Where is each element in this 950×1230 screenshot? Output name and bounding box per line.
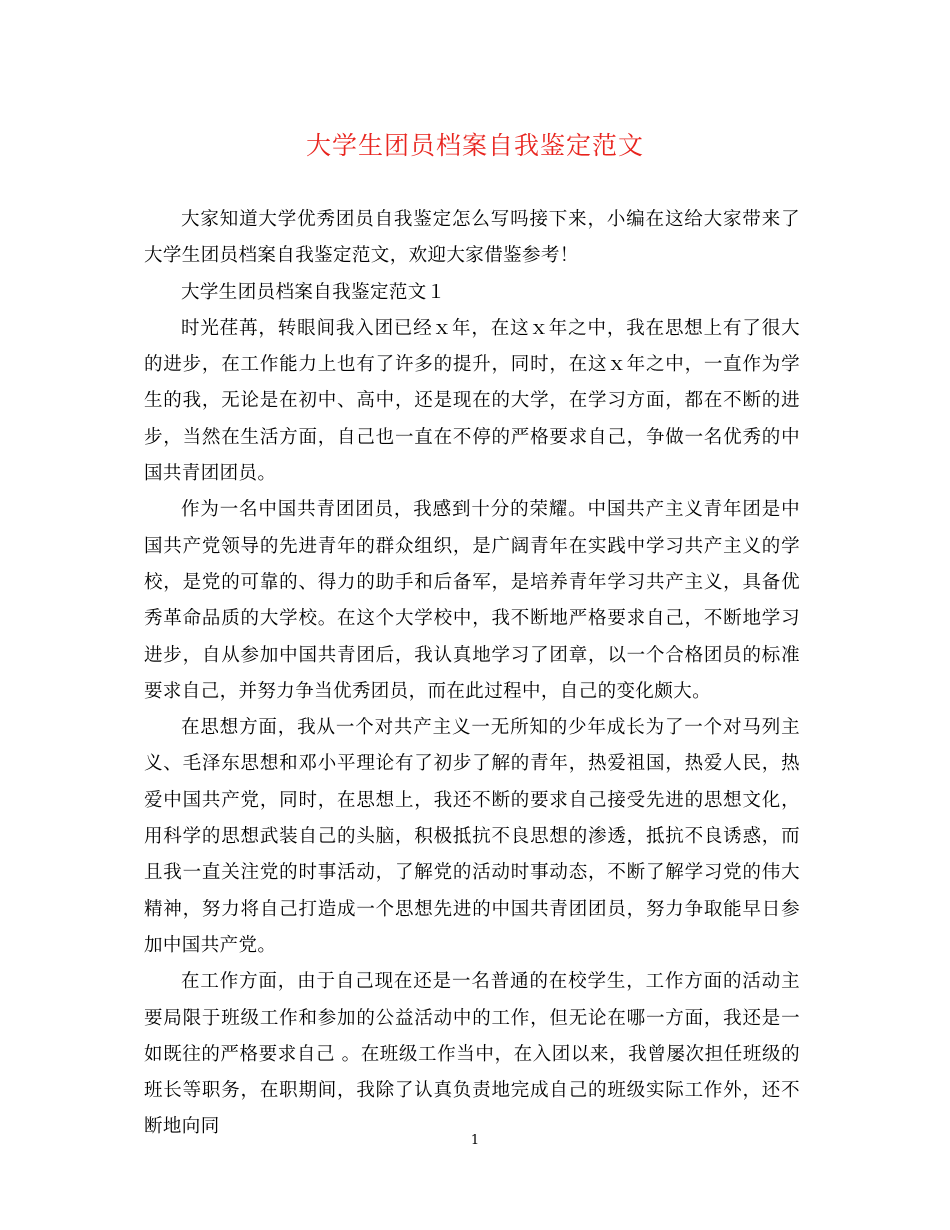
paragraph-subheading: 大学生团员档案自我鉴定范文１	[181, 281, 446, 303]
document-body	[144, 202, 800, 1146]
paragraph-time: 时光荏苒，转眼间我入团已经ｘ年，在这ｘ年之中，我在思想上有了很大的进步，在工作能力上也有了许多的提升，同时，在这ｘ年之中，一直作为学生的我，无论是在初中、高中，还是现在的大学，在学习方面，都在不断的进步，当然在生活方面，自己也一直在不停的严格要求自己，争做一名优秀的中国共青团团员。	[144, 317, 800, 485]
paragraph-thought: 在思想方面，我从一个对共产主义一无所知的少年成长为了一个对马列主义、毛泽东思想和邓小平理论有了初步了解的青年，热爱祖国，热爱人民，热爱中国共产党，同时，在思想上，我还不断的要求自己接受先进的思想文化，用科学的思想武装自己的头脑，积极抵抗不良思想的渗透，抵抗不良诱惑，而且我一直关注党的时事活动，了解党的活动时事动态，不断了解学习党的伟大精神，努力将自己打造成一个思想先进的中国共青团团员，努力争取能早日参加中国共产党。	[144, 717, 800, 956]
paragraph-work: 在工作方面，由于自己现在还是一名普通的在校学生，工作方面的活动主要局限于班级工作和参加的公益活动中的工作，但无论在哪一方面，我还是一如既往的严格要求自己 。在班级工作当中，在入团以来，我曾屡次担任班级的班长等职务，在职期间，我除了认真负责地完成自己的班级实际工作外，还不断地向同	[144, 971, 800, 1138]
page-number: 1	[470, 1133, 480, 1148]
document-title: 大学生团员档案自我鉴定范文	[305, 131, 644, 160]
paragraph-intro: 大家知道大学优秀团员自我鉴定怎么写吗接下来，小编在这给大家带来了大学生团员档案自我鉴定范文，欢迎大家借鉴参考！	[144, 209, 800, 267]
paragraph-honor: 作为一名中国共青团团员，我感到十分的荣耀。中国共产主义青年团是中国共产党领导的先进青年的群众组织，是广阔青年在实践中学习共产主义的学校，是党的可靠的、得力的助手和后备军，是培养青年学习共产主义，具备优秀革命品质的大学校。在这个大学校中，我不断地严格要求自己，不断地学习进步，自从参加中国共青团后，我认真地学习了团章，以一个合格团员的标准要求自己，并努力争当优秀团员，而在此过程中，自己的变化颇大。	[144, 499, 800, 702]
